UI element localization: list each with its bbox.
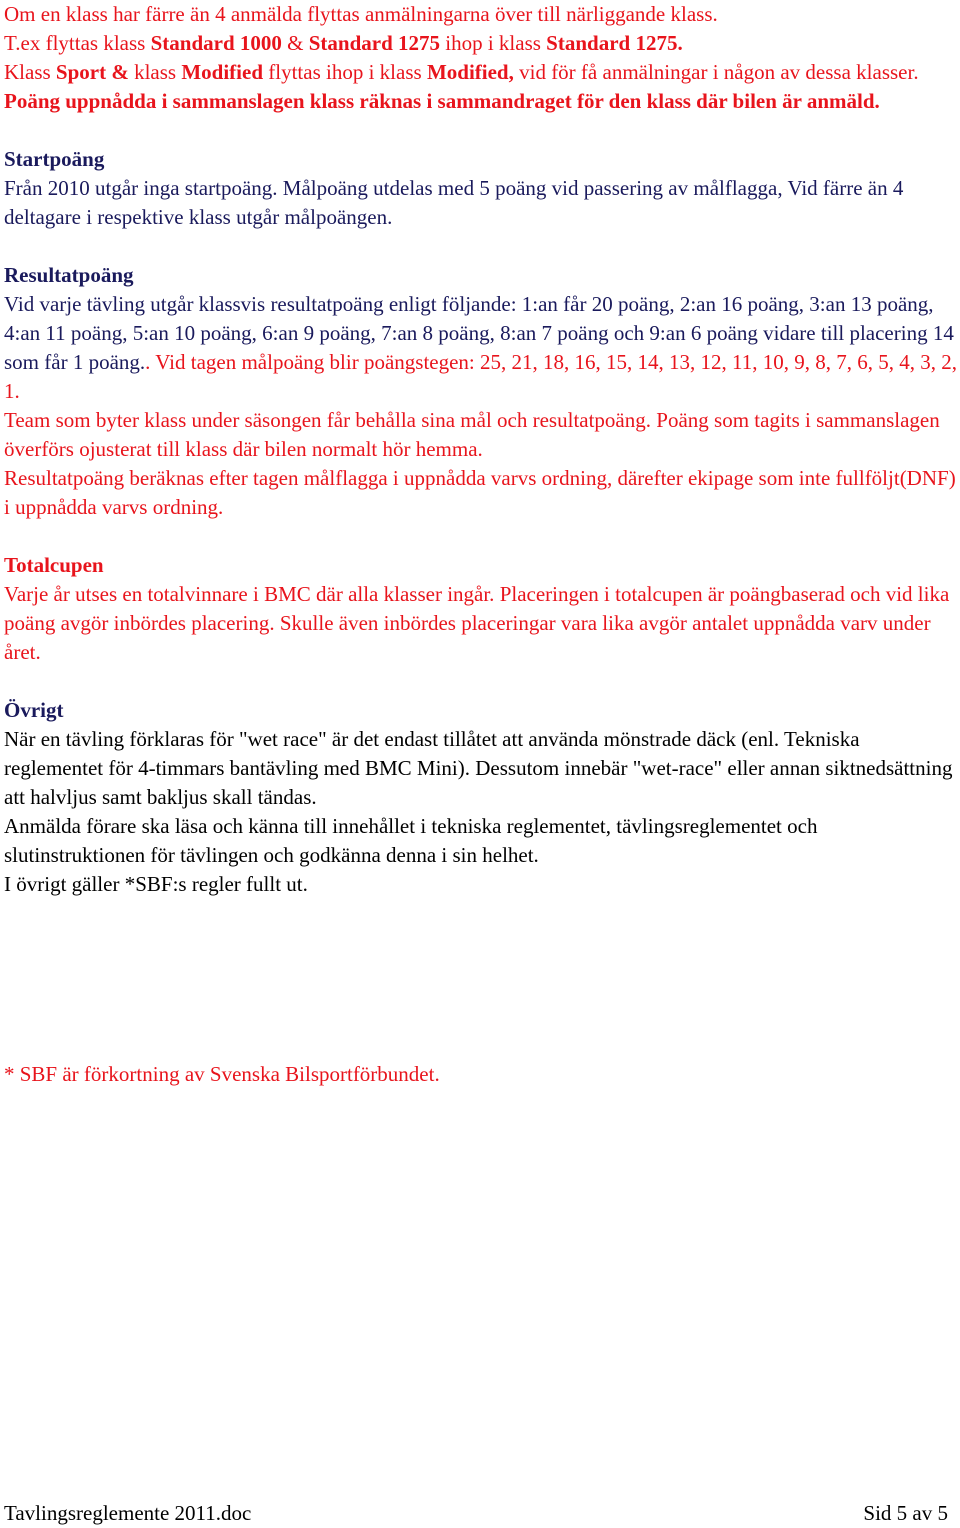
class-name: Modified, [426,60,514,84]
text-span: T.ex flyttas klass [4,31,151,55]
resultatpoang-paragraph-1 [4,290,958,406]
text-span: klass [128,60,182,84]
text-span: Målpoäng utdelas med 5 poäng vid passering av målflagga, Vid färre än 4 deltagare i respektive klass utgår målpoängen. [4,176,904,229]
text-span: Team som byter klass under säsongen får behålla sina mål och resultatpoäng. [4,408,652,432]
page-footer [4,1499,948,1528]
text-span: Skulle även inbördes placeringar vara lika avgör antalet uppnådda varv under året. [4,611,931,664]
totalcupen-text [4,580,958,667]
class-name: Sport & [55,60,129,84]
text-span: Placeringen i totalcupen är poängbaserad och vid lika poäng avgör inbördes placering. [4,582,950,635]
ovrigt-paragraph-1: När en tävling förklaras för "wet race" är det endast tillåtet att använda mönstrade däck (enl. Tekniska reglementet för 4-timmars bantävling med BMC Mini). Dessutom innebär "wet-race" eller annan siktnedsättning att halvljus samt bakljus skall tändas. [4,727,953,809]
intro-line-3 [4,58,958,87]
resultatpoang-paragraph-2 [4,406,958,464]
class-name: Standard 1275 [308,31,440,55]
startpoang-section [4,145,958,232]
text-span: Vid varje tävling utgår klassvis resultatpoäng enligt följande: 1:an får 20 poäng, 2:an 16 poäng, 3:an 13 poäng, 4:an 11 poäng, 5:an 10 poäng, 6:an 9 poäng, 7:an 8 poäng, 8:an 7 poäng och 9:an 6 poäng vidare till placering 14 som får 1 poäng. [4,292,954,374]
text-span: Från 2010 utgår inga startpoäng. [4,176,278,200]
class-name: Modified [181,60,264,84]
startpoang-text [4,174,958,232]
resultatpoang-section [4,261,958,522]
ovrigt-paragraph-2: Anmälda förare ska läsa och känna till innehållet i tekniska reglementet, tävlingsreglementet och slutinstruktionen för tävlingen och godkänna denna i sin helhet. [4,814,818,867]
footnote: * SBF är förkortning av Svenska Bilsportförbundet. [4,1062,440,1086]
text-span: flyttas ihop i klass [263,60,427,84]
document-page [4,0,958,899]
text-span: . Vid tagen målpoäng blir poängstegen: 25, 21, 18, 16, 15, 14, 13, 12, 11, 10, 9, 8, 7, 6, 5, 4, 3, 2, 1. [4,350,957,403]
ovrigt-section [4,696,958,899]
text-span: Varje år utses en totalvinnare i BMC där alla klasser ingår. [4,582,495,606]
totalcupen-section [4,551,958,667]
intro-line-2 [4,29,958,58]
text-span: Poäng som tagits i sammanslagen överförs ojusterat till klass där bilen normalt hör hemma. [4,408,940,461]
class-name: Standard 1000 [150,31,282,55]
startpoang-heading: Startpoäng [4,147,105,171]
footer-filename: Tavlingsreglemente 2011.doc [4,1501,252,1525]
intro-line-1: Om en klass har färre än 4 anmälda flyttas anmälningarna över till närliggande klass. [4,2,718,26]
text-span: & [281,31,309,55]
ovrigt-heading: Övrigt [4,698,64,722]
totalcupen-heading: Totalcupen [4,553,104,577]
text-span: Klass [4,60,56,84]
intro-line-4: Poäng uppnådda i sammanslagen klass räknas i sammandraget för den klass där bilen är anmäld. [4,89,880,113]
resultatpoang-paragraph-3: Resultatpoäng beräknas efter tagen målflagga i uppnådda varvs ordning, därefter ekipage som inte fullföljt(DNF) i uppnådda varvs ordning. [4,466,956,519]
footer-page-number: Sid 5 av 5 [863,1501,948,1525]
ovrigt-paragraph-3: I övrigt gäller *SBF:s regler fullt ut. [4,872,308,896]
text-span: vid för få anmälningar i någon av dessa klasser. [513,60,919,84]
intro-section [4,0,958,116]
text-span: ihop i klass [440,31,547,55]
resultatpoang-heading: Resultatpoäng [4,263,134,287]
class-name: Standard 1275. [546,31,683,55]
